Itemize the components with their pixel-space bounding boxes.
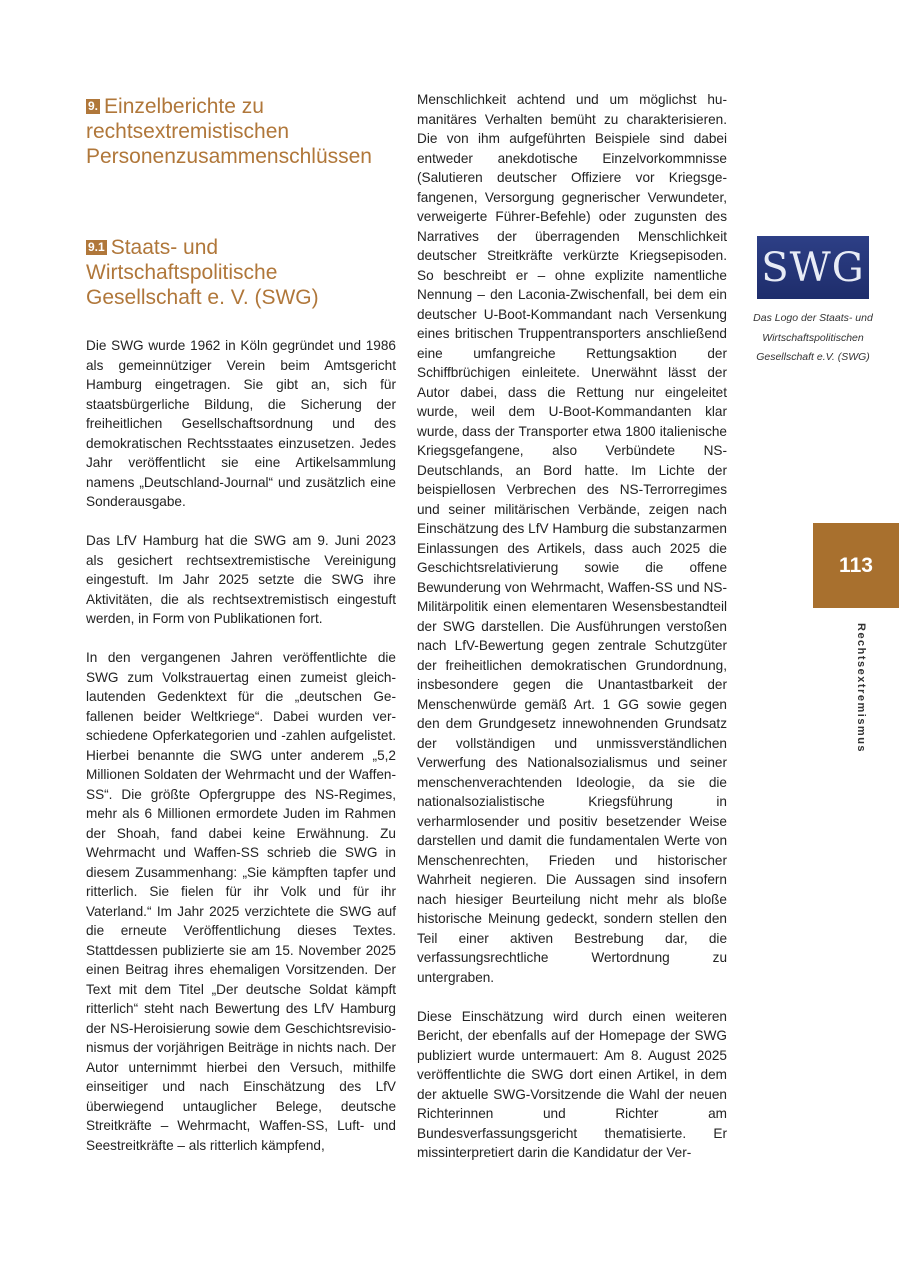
- logo-caption: Das Logo der Staats- und Wirtschaftspolitischen Gesellschaft e.V. (SWG): [753, 312, 873, 363]
- body-paragraph: Das LfV Hamburg hat die SWG am 9. Juni 2023 als gesichert rechtsextremistische Vereinigung eingestuft. Im Jahr 2025 setzte die SWG ihre Aktivitäten, die als rechtsextremistisch eingestuft werden, in Form von Publikationen fort.: [86, 533, 396, 626]
- body-paragraph: In den vergangenen Jahren veröffentlichte die SWG zum Volkstrauertag einen zumeist gleichlautenden Gedenktext für die „deutschen Gefallenen beider Weltkriege“. Dabei wurden verschiedene Opferkategorien und -zahlen aufgelistet. Hierbei benannte die SWG unter anderem „5,2 Millionen Soldaten der Wehrmacht und der Waffen-SS“. Die größte Opfergruppe des NS-Regimes, mehr als 6 Millionen ermordete Juden im Rahmen der Shoah, fand dabei keine Erwähnung. Zu Wehrmacht und Waffen-SS schrieb die SWG in diesem Zusammenhang: „Sie kämpften tapfer und ritterlich. Sie fielen für ihr Volk und für ihr Vaterland.“ Im Jahr 2025 verzichtete die SWG auf die erneute Veröffentlichung dieses Textes. Stattdessen publizierte sie am 15. November 2025 einen Beitrag ihres ehemaligen Vorsitzenden. Der Text mit dem Titel „Der deutsche Soldat kämpft ritterlich“ steht nach Bewertung des LfV Hamburg der NS-Heroisierung sowie dem Geschichtsrevisionismus der vorjährigen Beiträge in nichts nach. Der Autor unternimmt hierbei den Versuch, mithilfe einseitiger und nach Einschätzung des LfV überwiegend untauglicher Belege, deutsche Streitkräfte – Wehrmacht, Waffen-SS, Luft- und Seestreitkräfte – als ritterlich kämpfend,: [86, 650, 396, 1153]
- body-paragraph: Die SWG wurde 1962 in Köln gegründet und 1986 als gemeinnütziger Verein beim Amtsgericht Hamburg eingetragen. Sie gibt an, sich für staatsbürgerliche Bildung, die Sicherung der freiheitlichen Gesellschaftsordnung und des demokratischen Rechtsstaates einzusetzen. Jedes Jahr veröffentlicht sie eine Artikelsammlung namens „Deutschland-Journal“ und zusätzlich eine Sonderausgabe.: [86, 338, 396, 509]
- body-paragraph: Diese Einschätzung wird durch einen weiteren Bericht, der ebenfalls auf der Homepage der SWG publiziert wurde untermauert: Am 8. August 2025 veröffentlichte die SWG dort einen Artikel, in dem der aktuelle SWG-Vorsitzende die Wahl der neuen Richterinnen und Richter am Bundesverfassungsgericht thematisierte. Er missinterpretiert darin die Kandidatur der Ver-: [417, 1008, 727, 1160]
- body-paragraph: Menschlichkeit achtend und um möglichst humanitäres Verhalten bemüht zu charakterisieren. Die von ihm aufgeführten Beispiele sind dabei entweder anekdotische Einzelvorkommnisse (Salutieren deutscher Offiziere vor Kriegsgefangenen, Versorgung gegnerischer Verwundeter, verweigerte Führer-Befehle) oder zugunsten des Narratives der überragenden Menschlichkeit deutscher Streitkräfte verkürzte Kriegsepisoden. So beschreibt er – ohne explizite namentliche Nennung – den Laconia-Zwischenfall, bei dem ein deutscher U-Boot-Kommandant nach Versenkung eines britischen Truppentransporters anschließend eine umfangreiche Rettungsaktion der Schiffbrüchigen einleitete. Unerwähnt lässt der Autor dabei, dass die Rettung nur eingeleitet wurde, weil dem U-Boot-Kommandanten klar wurde, dass der Transporter etwa 1800 italienische Kriegsgefangene, also Verbündete NS-Deutschlands, an Bord hatte. Im Lichte der beispiellosen Verbrechen des NS-Terrorregimes und seiner militärischen Verbände, zeigen nach Einschätzung des LfV Hamburg die substanzarmen Einlassungen des Artikels, dass auch 2025 die Geschichtsrelativierung sowie die offene Bewunderung von Wehrmacht, Waffen-SS und NS-Militärpolitik einen elementaren Wesensbestandteil der SWG darstellen. Die Ausführungen verstoßen nach LfV-Bewertung gegen zentrale Schutzgüter der freiheitlichen demokratischen Grundordnung, insbesondere gegen die Unantastbarkeit der Menschenwürde gemäß Art. 1 GG sowie gegen den dem Grundgesetz innewohnenden Grundsatz der vollständigen und unmissverständlichen Verwerfung des Nationalsozialismus und seiner menschenverachtenden Ideologie, da sie die nationalsozialistische Kriegsführung in verharmlosender und positiv besetzender Weise darstellen und damit die fundamentalen Werte von Menschenrechten, Frieden und historischer Wahrheit negieren. Die Aussagen sind insofern nach hiesiger Beurteilung nicht mehr als bloße historische Meinung gedeckt, sondern stellen den Teil einer aktiven Bestrebung dar, die verfassungsrechtliche Wertordnung zu untergraben.: [417, 92, 727, 985]
- section-title: Einzelberichte zu rechtsextremistischen Personenzusammenschlüssen: [86, 95, 372, 168]
- middle-column: [417, 90, 727, 1182]
- swg-logo: [757, 236, 869, 299]
- subsection-number-badge: 9.1: [88, 240, 105, 254]
- section-number-badge: 9.: [88, 99, 99, 113]
- swg-logo-text: SWG: [761, 244, 865, 291]
- left-column: [86, 90, 396, 1175]
- subsection-heading: [86, 235, 396, 310]
- chapter-side-label: Rechtsextremismus: [855, 623, 867, 754]
- page-number-tab: [813, 523, 899, 608]
- section-heading: [86, 94, 396, 169]
- subsection-title: Staats- und Wirtschaftspolitische Gesellschaft e. V. (SWG): [86, 236, 319, 309]
- page-number: 113: [839, 553, 873, 577]
